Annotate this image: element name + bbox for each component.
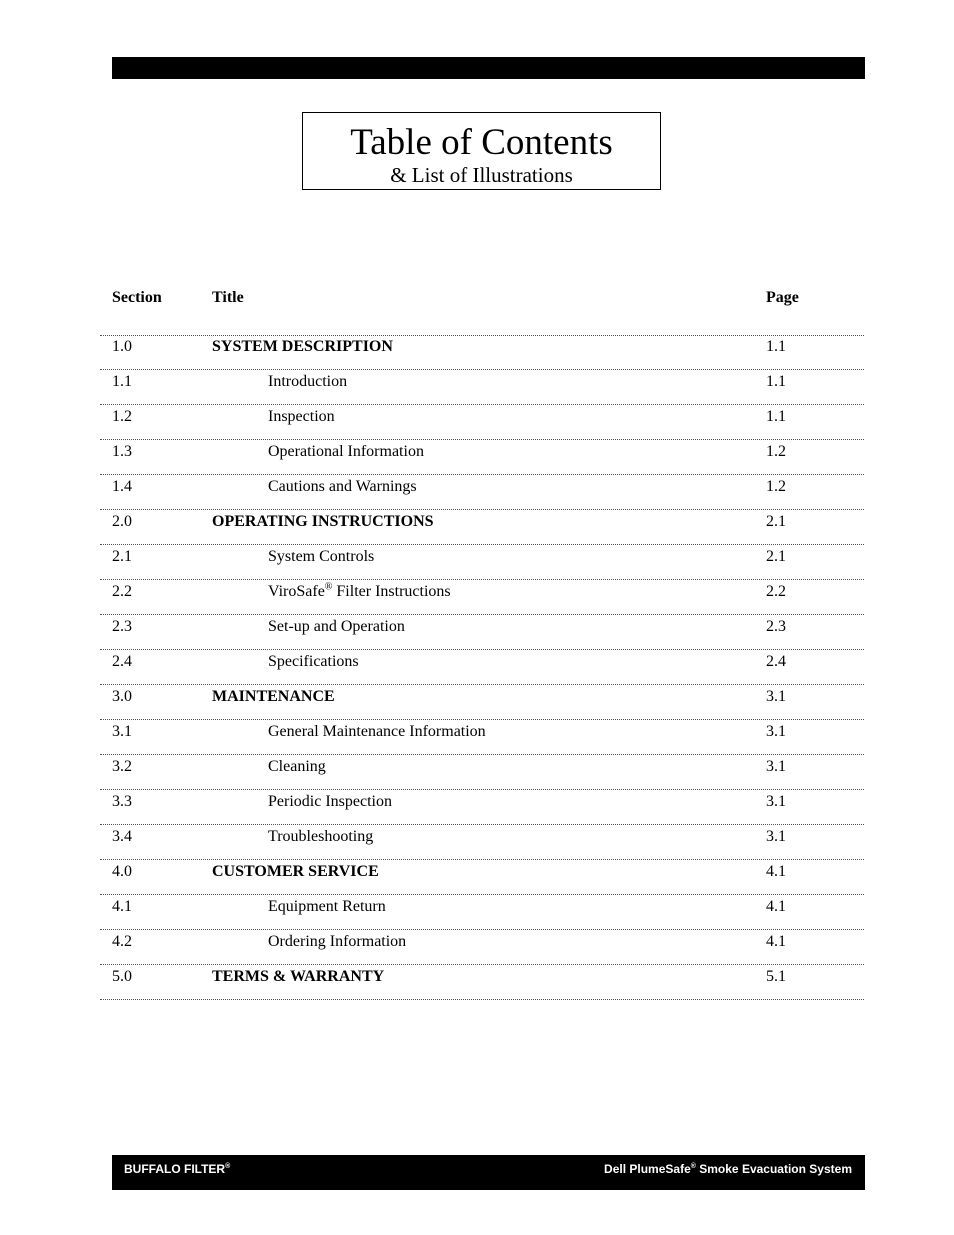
toc-page-number: 3.1 <box>766 723 786 740</box>
toc-row <box>100 860 864 895</box>
toc-section-number: 1.2 <box>112 408 132 425</box>
toc-title: Inspection <box>268 408 335 425</box>
toc-row <box>100 475 864 510</box>
toc-section-number: 3.1 <box>112 723 132 740</box>
toc-page-number: 3.1 <box>766 758 786 775</box>
toc-row <box>100 440 864 475</box>
toc-title: Equipment Return <box>268 898 386 915</box>
toc-page-number: 2.2 <box>766 583 786 600</box>
toc-section-number: 5.0 <box>112 968 132 985</box>
toc-title: Cleaning <box>268 758 326 775</box>
toc-page-number: 3.1 <box>766 793 786 810</box>
toc-row <box>100 965 864 1000</box>
toc-section-number: 1.3 <box>112 443 132 460</box>
toc-row <box>100 335 864 370</box>
toc-row <box>100 650 864 685</box>
toc-page-number: 4.1 <box>766 863 786 880</box>
toc-row <box>100 720 864 755</box>
toc-section-number: 4.2 <box>112 933 132 950</box>
toc-section-number: 4.0 <box>112 863 132 880</box>
toc-page-number: 4.1 <box>766 898 786 915</box>
toc-page-number: 5.1 <box>766 968 786 985</box>
column-header-section: Section <box>112 289 162 306</box>
toc-page-number: 2.4 <box>766 653 786 670</box>
toc-page-number: 1.1 <box>766 373 786 390</box>
toc-section-number: 1.0 <box>112 338 132 355</box>
header-bar <box>112 57 865 79</box>
toc-title: SYSTEM DESCRIPTION <box>212 338 393 355</box>
toc-page-number: 1.1 <box>766 338 786 355</box>
toc-page-number: 3.1 <box>766 828 786 845</box>
page-title: Table of Contents <box>350 122 613 163</box>
toc-section-number: 2.2 <box>112 583 132 600</box>
toc-row <box>100 895 864 930</box>
toc-title: Periodic Inspection <box>268 793 392 810</box>
toc-row <box>100 790 864 825</box>
toc-section-number: 3.3 <box>112 793 132 810</box>
toc-section-number: 2.4 <box>112 653 132 670</box>
toc-row <box>100 615 864 650</box>
toc-page-number: 2.1 <box>766 513 786 530</box>
toc-title: TERMS & WARRANTY <box>212 968 385 985</box>
toc-row <box>100 930 864 965</box>
toc-title: Cautions and Warnings <box>268 478 417 495</box>
footer-product: Dell PlumeSafe® Smoke Evacuation System <box>604 1162 852 1176</box>
toc-title: Specifications <box>268 653 359 670</box>
toc-table <box>100 335 864 1000</box>
toc-title: ViroSafe® Filter Instructions <box>268 581 451 600</box>
column-header-page: Page <box>766 289 799 306</box>
page-subtitle: & List of Illustrations <box>390 163 573 187</box>
toc-section-number: 2.1 <box>112 548 132 565</box>
toc-row <box>100 825 864 860</box>
toc-page-number: 1.2 <box>766 443 786 460</box>
toc-row <box>100 370 864 405</box>
toc-section-number: 4.1 <box>112 898 132 915</box>
toc-title: System Controls <box>268 548 375 565</box>
toc-title: OPERATING INSTRUCTIONS <box>212 513 434 530</box>
toc-title: MAINTENANCE <box>212 688 335 705</box>
toc-title: Introduction <box>268 373 348 390</box>
footer-bar <box>112 1155 865 1190</box>
toc-title: General Maintenance Information <box>268 723 486 740</box>
column-header-title: Title <box>212 289 244 306</box>
title-box <box>302 112 661 190</box>
toc-page-number: 2.1 <box>766 548 786 565</box>
toc-page-number: 1.2 <box>766 478 786 495</box>
toc-title: CUSTOMER SERVICE <box>212 863 379 880</box>
toc-section-number: 2.0 <box>112 513 132 530</box>
footer-brand: BUFFALO FILTER® <box>124 1162 231 1176</box>
toc-title: Ordering Information <box>268 933 407 950</box>
toc-title: Troubleshooting <box>268 828 374 845</box>
toc-section-number: 1.4 <box>112 478 132 495</box>
toc-title: Operational Information <box>268 443 424 460</box>
toc-section-number: 3.2 <box>112 758 132 775</box>
toc-row <box>100 755 864 790</box>
toc-row <box>100 685 864 720</box>
toc-title: Set-up and Operation <box>268 618 405 635</box>
toc-row <box>100 580 864 615</box>
toc-page-number: 1.1 <box>766 408 786 425</box>
toc-page-number: 3.1 <box>766 688 786 705</box>
toc-row <box>100 405 864 440</box>
toc-row <box>100 545 864 580</box>
toc-page-number: 4.1 <box>766 933 786 950</box>
toc-section-number: 3.4 <box>112 828 132 845</box>
toc-page-number: 2.3 <box>766 618 786 635</box>
toc-section-number: 1.1 <box>112 373 132 390</box>
toc-section-number: 3.0 <box>112 688 132 705</box>
toc-row <box>100 510 864 545</box>
toc-section-number: 2.3 <box>112 618 132 635</box>
